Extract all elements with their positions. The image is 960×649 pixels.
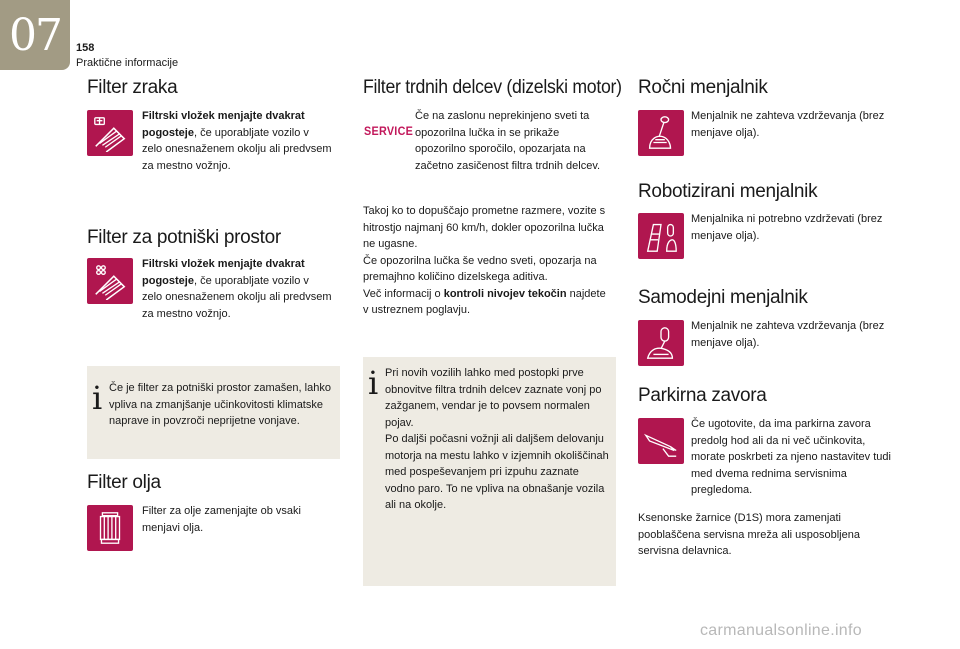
cabin-filter-heading: Filter za potniški prostor — [87, 227, 281, 248]
para-3-end: najdete v ustreznem poglavju. — [363, 287, 606, 316]
chapter-number-tab: 07 — [0, 0, 70, 70]
particle-filter-info-box — [363, 357, 616, 586]
particle-filter-para-2: Če opozorilna lučka še vedno sveti, opozarja na premajhno količino dizelskega aditiva. — [363, 254, 597, 283]
oil-filter-heading: Filter olja — [87, 472, 161, 493]
cabin-filter-info-box — [87, 366, 340, 459]
robotised-gearbox-heading: Robotizirani menjalnik — [638, 181, 818, 202]
cabin-filter-text-rest: , če uporabljate vozilo v zelo onesnaženem okolju ali predvsem za mestno vožnjo. — [142, 274, 332, 320]
xenon-bulbs-text: Ksenonske žarnice (D1S) mora zamenjati pooblaščena servisna mreža ali usposobljena servisna delavnica. — [638, 512, 860, 557]
cabin-filter-text — [142, 256, 332, 322]
particle-filter-paragraphs — [363, 203, 608, 319]
cabin-filter-info-text: Če je filter za potniški prostor zamašen, lahko vpliva na zmanjšanje učinkovitosti klimatske naprave in povzroči neprijetne vonjave. — [109, 382, 331, 427]
watermark: carmanualsonline.info — [700, 622, 862, 639]
cabin-filter-text-bold: Filtrski vložek menjajte dvakrat pogosteje — [142, 258, 305, 287]
manual-gearbox-icon — [638, 110, 684, 156]
robotised-gearbox-text: Menjalnika ni potrebno vzdrževati (brez menjave olja). — [691, 213, 883, 242]
parking-brake-text: Če ugotovite, da ima parkirna zavora predolg hod ali da ni več učinkovita, morate poskrbeti za njeno nastavitev tudi med dvema rednima servisnima pregledoma. — [691, 418, 891, 496]
oil-filter-icon — [87, 505, 133, 551]
air-filter-heading: Filter zraka — [87, 77, 178, 98]
oil-filter-text: Filter za olje zamenjajte ob vsaki menjavi olja. — [142, 505, 301, 534]
chapter-title: Praktične informacije — [76, 57, 179, 69]
particle-filter-warning-text: Če na zaslonu neprekinjeno sveti ta opozorilna lučka in se prikaže opozorilno sporočilo, opozarjata na začetno zasičenost filtra trdnih delcev. — [415, 110, 601, 172]
page-number: 158 — [76, 42, 95, 54]
automatic-gearbox-icon — [638, 320, 684, 366]
air-filter-text — [142, 108, 332, 174]
manual-gearbox-heading: Ročni menjalnik — [638, 77, 768, 98]
parking-brake-icon — [638, 418, 684, 464]
robotised-gearbox-icon — [638, 213, 684, 259]
particle-filter-para-1: Takoj ko to dopuščajo prometne razmere, vozite s hitrostjo najmanj 60 km/h, dokler opozorilna lučka ne ugasne. — [363, 205, 606, 250]
air-filter-text-rest: , če uporabljate vozilo v zelo onesnaženem okolju ali predvsem za mestno vožnjo. — [142, 126, 332, 172]
para-3-start: Več informacij o — [363, 287, 444, 300]
info-icon: i — [368, 364, 379, 402]
fluid-levels-reference: kontroli nivojev tekočin — [443, 287, 567, 300]
service-warning-label: SERVICE — [364, 124, 414, 138]
parking-brake-heading: Parkirna zavora — [638, 385, 767, 406]
particle-filter-info-text: Pri novih vozilih lahko med postopki prve obnovitve filtra trdnih delcev zaznate vonj po zažganem, vendar je to povsem normalen pojav. Po daljši počasni vožnji ali daljšem delovanju motorja na mestu lahko v izjemnih okoliščinah med pospeševanjem pri izpuhu zaznate vodno paro. To ne vpliva na obnašanje vozila ali na okolje. — [385, 367, 609, 511]
particle-filter-para-3 — [363, 286, 608, 319]
info-icon: i — [92, 379, 103, 417]
air-filter-icon — [87, 110, 133, 156]
manual-gearbox-text: Menjalnik ne zahteva vzdrževanja (brez menjave olja). — [691, 110, 885, 139]
particle-filter-heading: Filter trdnih delcev (dizelski motor) — [363, 77, 622, 98]
cabin-filter-icon — [87, 258, 133, 304]
automatic-gearbox-heading: Samodejni menjalnik — [638, 287, 808, 308]
automatic-gearbox-text: Menjalnik ne zahteva vzdrževanja (brez menjave olja). — [691, 320, 885, 349]
air-filter-text-bold: Filtrski vložek menjajte dvakrat pogosteje — [142, 110, 305, 139]
